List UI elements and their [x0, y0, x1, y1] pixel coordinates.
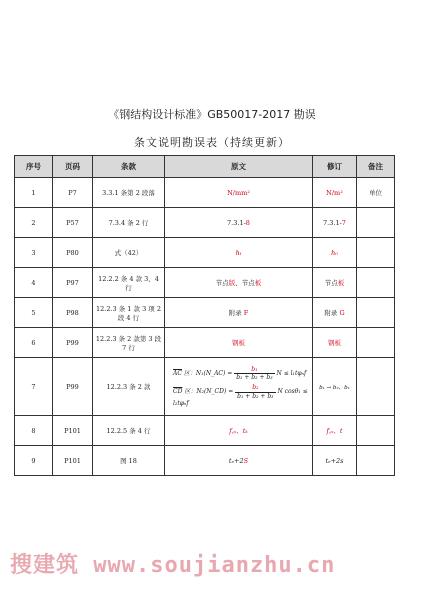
formula-rhs: N cosθ₁ ≤ l₂tφₙf: [173, 388, 308, 407]
original-text: tₑ+2: [228, 456, 244, 465]
cell-note: [357, 208, 395, 238]
original-error-text: S: [243, 456, 249, 465]
cell-note: [357, 416, 395, 446]
cell-no: 1: [15, 178, 53, 208]
original-text: 节点: [215, 279, 229, 287]
cell-no: 7: [15, 358, 53, 416]
table-row: [15, 268, 395, 298]
table-row: [15, 208, 395, 238]
cell-revision: [313, 268, 357, 298]
header-note: 备注: [357, 156, 395, 178]
cell-original-formula: [165, 358, 313, 416]
cell-page: P98: [53, 298, 93, 328]
cell-revision: N/m²: [313, 178, 357, 208]
cell-page: P99: [53, 358, 93, 416]
cell-no: 3: [15, 238, 53, 268]
cell-page: P57: [53, 208, 93, 238]
cell-clause: 7.3.4 条 2 行: [93, 208, 165, 238]
table-header-row: [15, 156, 395, 178]
cell-original: 钢板: [165, 328, 313, 358]
original-text: 附录: [228, 309, 244, 317]
cell-no: 9: [15, 446, 53, 476]
cell-no: 8: [15, 416, 53, 446]
cell-revision: b₁ → b₂、b₁: [313, 358, 357, 416]
cell-note: 单位: [357, 178, 395, 208]
table-title: 条文说明勘误表（持续更新）: [134, 136, 290, 149]
document-title: 《钢结构设计标准》GB50017-2017 勘误: [108, 108, 316, 121]
header-clause: 条款: [93, 156, 165, 178]
revision-text: 附录: [324, 309, 340, 317]
cell-clause: 图 18: [93, 446, 165, 476]
table-row: [15, 178, 395, 208]
formula-zone-ac: $\overline{AC}$: [173, 370, 182, 378]
cell-no: 6: [15, 328, 53, 358]
cell-page: P7: [53, 178, 93, 208]
cell-no: 5: [15, 298, 53, 328]
cell-original: N/mm²: [165, 178, 313, 208]
table-row: [15, 358, 395, 416]
revision-fix-text: 板: [337, 279, 345, 287]
original-error-text: 8: [245, 218, 250, 227]
cell-revision: tₑ+2s: [313, 446, 357, 476]
original-error-text-2: 板: [254, 279, 262, 287]
cell-page: P101: [53, 416, 93, 446]
header-page: 页码: [53, 156, 93, 178]
cell-original: hₜ: [165, 238, 313, 268]
cell-clause: 12.2.2 条 4 款 3、4 行: [93, 268, 165, 298]
cell-revision: f꜀ₓ、t: [313, 416, 357, 446]
cell-note: [357, 358, 395, 416]
cell-page: P101: [53, 446, 93, 476]
cell-clause: 3.3.1 条第 2 段落: [93, 178, 165, 208]
original-text-2: 、节点: [235, 279, 255, 287]
formula-rhs: N ≤ l₁tφₙf: [274, 370, 307, 378]
formula-zone-cd: $\overline{CD}$: [173, 388, 183, 396]
cell-note: [357, 238, 395, 268]
revision-fix-text: G: [339, 309, 345, 317]
revision-fix-text: 7: [341, 218, 346, 227]
table-row: [15, 328, 395, 358]
header-original: 原文: [165, 156, 313, 178]
cell-clause: 12.2.3 条 2 款第 3 段 7 行: [93, 328, 165, 358]
cell-page: P97: [53, 268, 93, 298]
formula-denominator: b₁ + b₂ + b₃: [236, 374, 273, 382]
cell-revision: 钢板: [313, 328, 357, 358]
cell-revision: [313, 298, 357, 328]
cell-clause: 12.2.3 条 2 款: [93, 358, 165, 416]
revision-text: 节点: [324, 279, 338, 287]
cell-original: [165, 298, 313, 328]
header-no: 序号: [15, 156, 53, 178]
cell-revision: h₀: [313, 238, 357, 268]
formula-fraction: [235, 384, 275, 399]
formula-lhs: 区：N₁(N_AC) =: [181, 370, 235, 378]
cell-original: [165, 446, 313, 476]
cell-no: 4: [15, 268, 53, 298]
original-text: 7.3.1-: [227, 218, 246, 227]
formula-numerator: b₁: [234, 366, 274, 374]
cell-page: P99: [53, 328, 93, 358]
table-row: [15, 416, 395, 446]
cell-original: [165, 268, 313, 298]
errata-table: [14, 155, 395, 476]
header-revision: 修订: [313, 156, 357, 178]
formula-numerator: b₂: [235, 384, 275, 392]
cell-note: [357, 268, 395, 298]
original-error-text: F: [243, 309, 249, 317]
formula-cd: [173, 384, 310, 407]
original-error-text: 版: [228, 279, 236, 287]
cell-note: [357, 446, 395, 476]
formula-denominator: b₁ + b₂ + b₃: [237, 392, 274, 400]
cell-note: [357, 298, 395, 328]
cell-note: [357, 328, 395, 358]
cell-clause: 12.2.5 条 4 行: [93, 416, 165, 446]
cell-clause: 式（42）: [93, 238, 165, 268]
cell-revision: [313, 208, 357, 238]
formula-ac: [173, 366, 310, 381]
cell-clause: 12.2.3 条 1 款 3 项 2 段 4 行: [93, 298, 165, 328]
table-row: [15, 298, 395, 328]
table-row: [15, 238, 395, 268]
formula-lhs: 区：N₂(N_CD) =: [182, 388, 236, 396]
revision-text: 7.3.1-: [323, 218, 342, 227]
cell-no: 2: [15, 208, 53, 238]
table-row: [15, 446, 395, 476]
cell-original: f꜀ₓ、tₖ: [165, 416, 313, 446]
cell-original: [165, 208, 313, 238]
site-watermark: 搜建筑 www.soujianzhu.cn: [10, 553, 336, 578]
cell-page: P80: [53, 238, 93, 268]
formula-fraction: [234, 366, 274, 381]
